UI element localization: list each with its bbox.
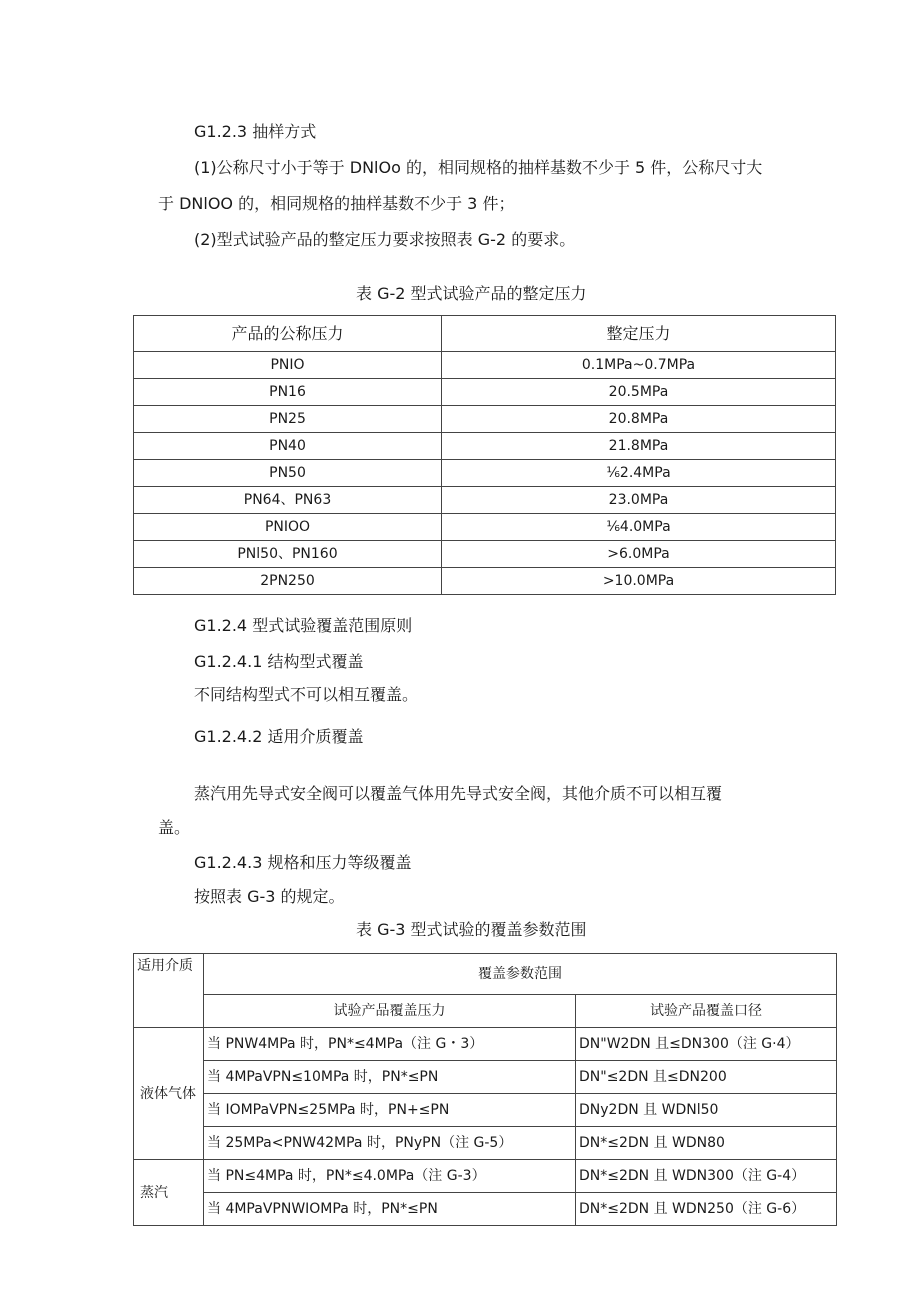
section-heading-g123: G1.2.3 抽样方式 (194, 122, 317, 141)
paragraph-g1242-line-1: 蒸汽用先导式安全阀可以覆盖气体用先导式安全阀，其他介质不可以相互覆 (194, 784, 723, 803)
table-row (134, 487, 836, 514)
pressure-cell: 当 25MPa<PNW42MPa 时，PNyPN（注 G-5） (204, 1127, 576, 1160)
table-row (134, 379, 836, 406)
medium-cell-steam: 蒸汽 (134, 1160, 204, 1226)
set-pressure-cell: >6.0MPa (442, 541, 836, 568)
table-row (134, 460, 836, 487)
paragraph-g1241: 不同结构型式不可以相互覆盖。 (194, 685, 419, 704)
table-row (134, 1160, 837, 1193)
nominal-pressure-cell: PNIOO (134, 514, 442, 541)
pressure-cell: 当 IOMPaVPN≤25MPa 时，PN+≤PN (204, 1094, 576, 1127)
nominal-pressure-cell: PN40 (134, 433, 442, 460)
pressure-cell: 当 PN≤4MPa 时，PN*≤4.0MPa（注 G-3） (204, 1160, 576, 1193)
table-row (134, 1193, 837, 1226)
pressure-cell: 当 4MPaVPN≤10MPa 时，PN*≤PN (204, 1061, 576, 1094)
nominal-pressure-cell: PN50 (134, 460, 442, 487)
nominal-pressure-cell: PN16 (134, 379, 442, 406)
diameter-cell: DN*≤2DN 且 WDN80 (576, 1127, 837, 1160)
table-row (134, 1028, 837, 1061)
table-row (134, 1061, 837, 1094)
table-g2 (133, 315, 836, 595)
set-pressure-cell: >10.0MPa (442, 568, 836, 595)
header-nominal-pressure: 产品的公称压力 (134, 316, 442, 352)
nominal-pressure-cell: PNl50、PN160 (134, 541, 442, 568)
section-heading-g124: G1.2.4 型式试验覆盖范围原则 (194, 616, 413, 635)
diameter-cell: DN*≤2DN 且 WDN250（注 G-6） (576, 1193, 837, 1226)
nominal-pressure-cell: 2PN250 (134, 568, 442, 595)
nominal-pressure-cell: PN64、PN63 (134, 487, 442, 514)
table-row (134, 541, 836, 568)
table-g3-caption: 表 G-3 型式试验的覆盖参数范围 (356, 920, 587, 939)
table-g2-caption: 表 G-2 型式试验产品的整定压力 (356, 284, 587, 303)
table-header-row (134, 954, 837, 995)
paragraph-1-line-2: 于 DNlOO 的，相同规格的抽样基数不少于 3 件； (158, 194, 515, 213)
set-pressure-cell: 21.8MPa (442, 433, 836, 460)
table-row (134, 514, 836, 541)
nominal-pressure-cell: PNIO (134, 352, 442, 379)
paragraph-g1243: 按照表 G-3 的规定。 (194, 887, 345, 906)
header-set-pressure: 整定压力 (442, 316, 836, 352)
table-g3 (133, 953, 837, 1226)
table-row (134, 433, 836, 460)
section-heading-g1241: G1.2.4.1 结构型式覆盖 (194, 652, 364, 671)
nominal-pressure-cell: PN25 (134, 406, 442, 433)
paragraph-1-line-1: (1)公称尺寸小于等于 DNlOo 的，相同规格的抽样基数不少于 5 件，公称尺寸大 (194, 158, 763, 177)
set-pressure-cell: 20.5MPa (442, 379, 836, 406)
set-pressure-cell: 23.0MPa (442, 487, 836, 514)
section-heading-g1242: G1.2.4.2 适用介质覆盖 (194, 727, 364, 746)
paragraph-g1242-line-2: 盖。 (158, 818, 191, 837)
table-row (134, 1127, 837, 1160)
set-pressure-cell: ⅙4.0MPa (442, 514, 836, 541)
medium-cell-liquid-gas: 液体气体 (134, 1028, 204, 1160)
table-subheader-row (134, 995, 837, 1028)
diameter-cell: DN*≤2DN 且 WDN300（注 G-4） (576, 1160, 837, 1193)
set-pressure-cell: 0.1MPa~0.7MPa (442, 352, 836, 379)
set-pressure-cell: 20.8MPa (442, 406, 836, 433)
header-medium: 适用介质 (134, 954, 204, 1028)
header-coverage-range: 覆盖参数范围 (204, 954, 837, 995)
paragraph-2: (2)型式试验产品的整定压力要求按照表 G-2 的要求。 (194, 230, 576, 249)
table-row (134, 352, 836, 379)
diameter-cell: DN"≤2DN 且≤DN200 (576, 1061, 837, 1094)
table-row (134, 1094, 837, 1127)
diameter-cell: DN"W2DN 且≤DN300（注 G·4） (576, 1028, 837, 1061)
section-heading-g1243: G1.2.4.3 规格和压力等级覆盖 (194, 853, 412, 872)
header-coverage-diameter: 试验产品覆盖口径 (576, 995, 837, 1028)
header-coverage-pressure: 试验产品覆盖压力 (204, 995, 576, 1028)
diameter-cell: DNy2DN 且 WDNl50 (576, 1094, 837, 1127)
set-pressure-cell: ⅙2.4MPa (442, 460, 836, 487)
table-header-row (134, 316, 836, 352)
table-row (134, 568, 836, 595)
table-row (134, 406, 836, 433)
pressure-cell: 当 PNW4MPa 时，PN*≤4MPa（注 G・3） (204, 1028, 576, 1061)
pressure-cell: 当 4MPaVPNWIOMPa 时，PN*≤PN (204, 1193, 576, 1226)
